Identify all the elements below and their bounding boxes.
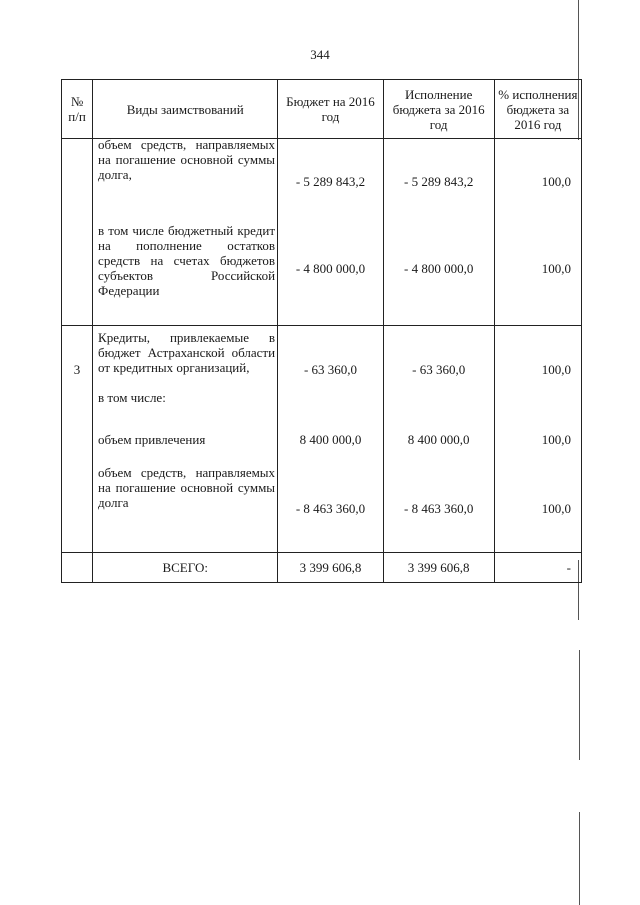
borrowings-table xyxy=(61,79,582,583)
scan-line-lower xyxy=(579,650,580,760)
item-execution: 8 400 000,0 xyxy=(407,432,470,447)
type-cell xyxy=(93,139,278,326)
item-percent: 100,0 xyxy=(541,501,571,516)
item-sub: в том числе: xyxy=(98,390,166,405)
item-execution: - 5 289 843,2 xyxy=(404,174,474,189)
header-type: Виды заимствований xyxy=(93,80,278,139)
item-execution: - 63 360,0 xyxy=(412,362,466,377)
total-budget: 3 399 606,8 xyxy=(278,553,383,583)
execution-cell xyxy=(383,139,494,326)
item-budget: - 5 289 843,2 xyxy=(295,174,366,189)
total-percent: - xyxy=(494,553,581,583)
percent-cell xyxy=(494,326,581,553)
item-percent: 100,0 xyxy=(541,261,571,276)
item-budget: - 8 463 360,0 xyxy=(295,501,366,516)
type-cell xyxy=(93,326,278,553)
item-desc: в том числе бюджетный кредит на пополнение остатков средств на счетах бюджетов субъектов Российской Федерации xyxy=(98,223,276,298)
header-percent: % исполнения бюджета за 2016 год xyxy=(494,80,581,139)
budget-cell xyxy=(278,139,383,326)
percent-cell xyxy=(494,139,581,326)
total-num xyxy=(62,553,93,583)
table-header-row xyxy=(62,80,582,139)
item-desc: Кредиты, привлекаемые в бюджет Астраханской области от кредитных организаций, xyxy=(98,330,276,375)
item-budget: 8 400 000,0 xyxy=(299,432,362,447)
total-label: ВСЕГО: xyxy=(93,553,278,583)
execution-cell xyxy=(383,326,494,553)
total-row xyxy=(62,553,582,583)
page-number: 344 xyxy=(310,47,330,62)
item-percent: 100,0 xyxy=(541,174,571,189)
item-execution: - 4 800 000,0 xyxy=(404,261,474,276)
item-percent: 100,0 xyxy=(541,362,571,377)
total-execution: 3 399 606,8 xyxy=(383,553,494,583)
item-budget: - 4 800 000,0 xyxy=(295,261,366,276)
item-execution: - 8 463 360,0 xyxy=(404,501,474,516)
item-budget: - 63 360,0 xyxy=(303,362,358,377)
item-desc: объем привлечения xyxy=(98,432,206,447)
scan-line-bottom xyxy=(579,812,580,905)
header-budget: Бюджет на 2016 год xyxy=(278,80,383,139)
table-row xyxy=(62,139,582,326)
item-desc: объем средств, направляемых на погашение основной суммы долга, xyxy=(98,137,276,182)
row-num-cell xyxy=(62,326,93,553)
table-row xyxy=(62,326,582,553)
item-percent: 100,0 xyxy=(541,432,571,447)
header-execution: Исполнение бюджета за 2016 год xyxy=(383,80,494,139)
header-num: № п/п xyxy=(62,80,93,139)
row-num: 3 xyxy=(73,362,81,377)
budget-cell xyxy=(278,326,383,553)
item-desc: объем средств, направляемых на погашение основной суммы долга xyxy=(98,465,276,510)
row-num-cell xyxy=(62,139,93,326)
